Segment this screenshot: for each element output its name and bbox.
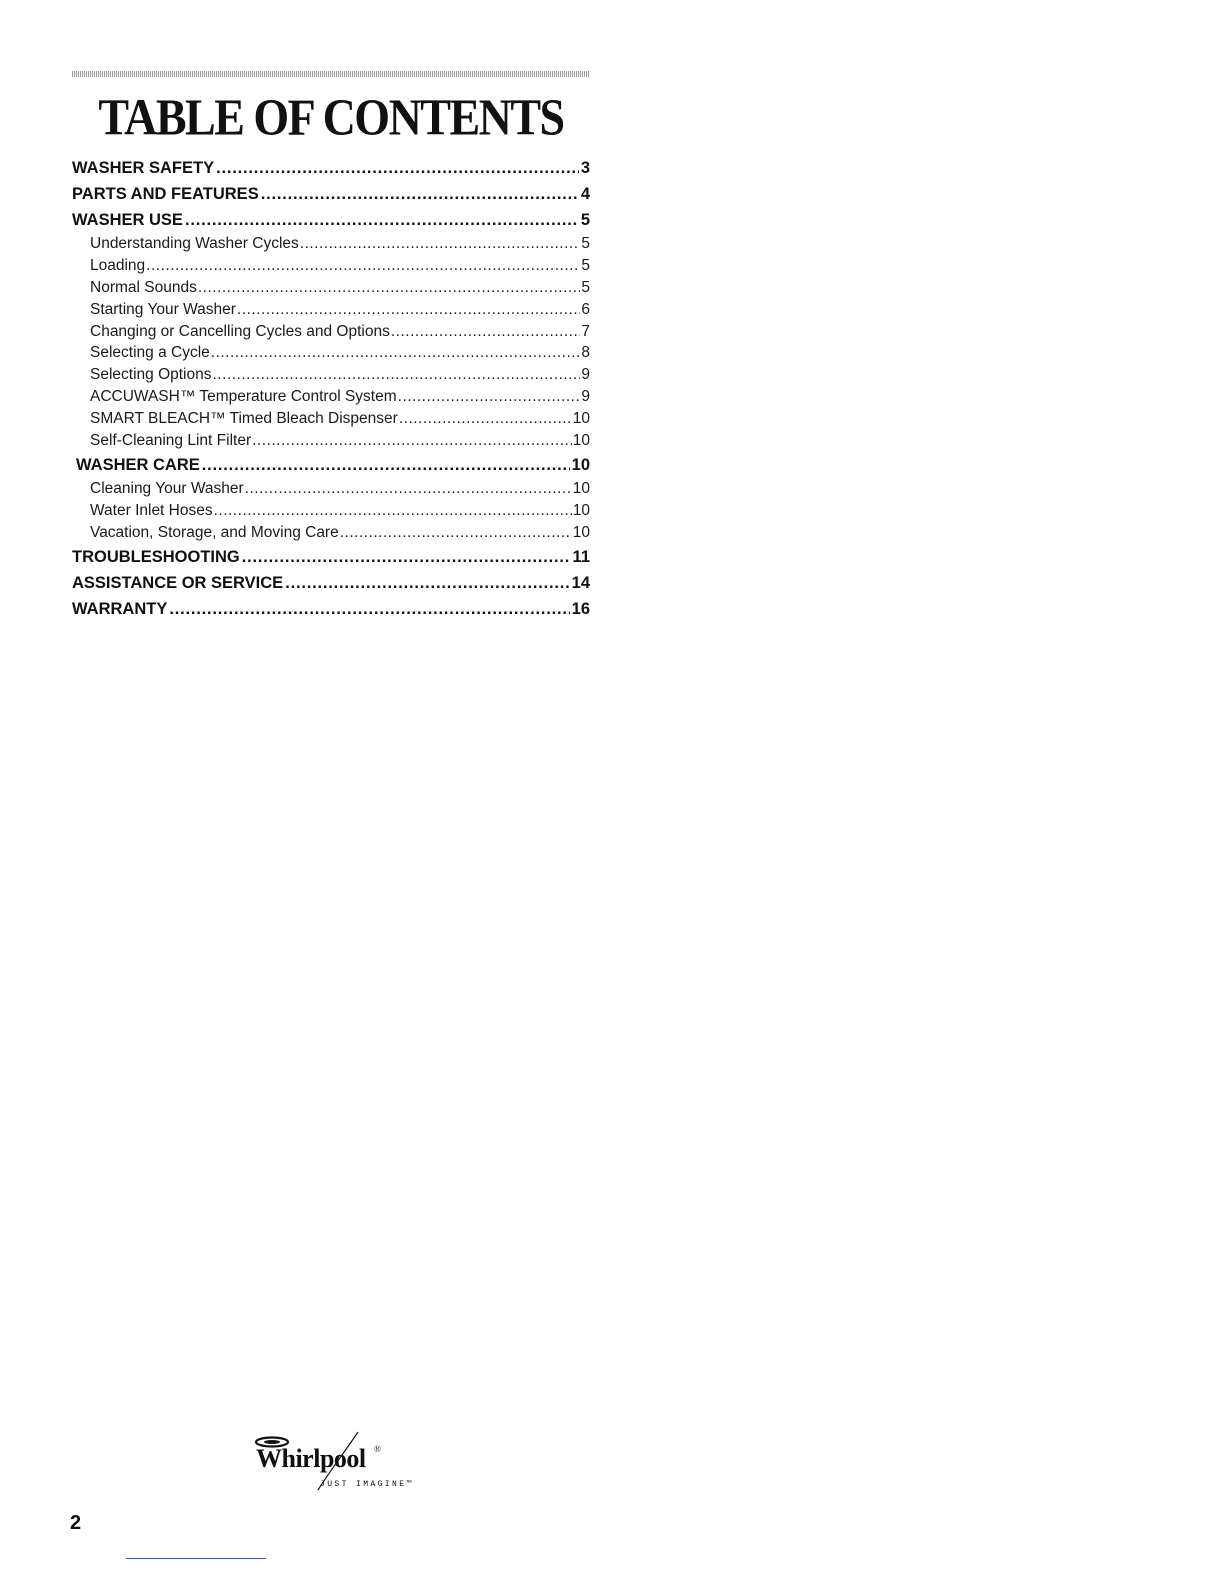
toc-entry-label: ASSISTANCE OR SERVICE [72, 573, 284, 592]
dot-leader [169, 596, 569, 622]
toc-entry-self-cleaning-lint-filter[interactable] [72, 430, 590, 452]
toc-entry-page: 16 [571, 599, 590, 618]
toc-entry-page: 10 [571, 455, 590, 474]
toc-entry-label: Starting Your Washer [90, 300, 236, 318]
toc-entry-label: PARTS AND FEATURES [72, 185, 259, 203]
toc-entry-assistance-or-service[interactable] [72, 570, 590, 596]
top-rule [72, 71, 590, 77]
toc-entry-selecting-a-cycle[interactable] [72, 342, 590, 364]
toc-entry-label: TROUBLESHOOTING [72, 547, 240, 566]
toc-entry-label: Water Inlet Hoses [90, 501, 213, 519]
toc-entry-page: 10 [572, 479, 590, 497]
toc-entry-label: SMART BLEACH™ Timed Bleach Dispenser [90, 410, 398, 428]
toc-entry-page: 9 [581, 388, 590, 406]
dot-leader [214, 500, 572, 522]
toc-entry-troubleshooting[interactable] [72, 544, 590, 570]
toc-entry-page: 10 [572, 432, 590, 450]
toc-entry-label: Selecting a Cycle [90, 344, 210, 362]
toc-entry-washer-care[interactable] [72, 452, 590, 478]
toc-entry-page: 14 [571, 573, 590, 592]
toc-entry-warranty[interactable] [72, 596, 590, 622]
toc-entry-parts-and-features[interactable] [72, 181, 590, 207]
dot-leader [202, 452, 570, 478]
toc-entry-label: Loading [90, 256, 146, 274]
toc-entry-vacation-storage-moving[interactable] [72, 522, 590, 544]
bottom-rule [126, 1558, 266, 1559]
toc-entry-accuwash[interactable] [72, 386, 590, 408]
toc-entry-loading[interactable] [72, 255, 590, 277]
toc-entry-page: 11 [572, 547, 590, 566]
toc-entry-label: WASHER SAFETY [72, 159, 215, 177]
toc-entry-page: 8 [581, 344, 590, 362]
dot-leader [340, 522, 572, 544]
toc-entry-page: 5 [581, 256, 590, 274]
toc-entry-page: 3 [580, 159, 590, 177]
toc-entry-label: WASHER USE [72, 211, 183, 229]
toc-entry-label: WARRANTY [72, 599, 168, 618]
toc-entry-label: Self-Cleaning Lint Filter [90, 432, 252, 450]
dot-leader [391, 321, 581, 343]
toc-entry-page: 10 [572, 501, 590, 519]
dot-leader [213, 364, 581, 386]
dot-leader [211, 342, 581, 364]
registered-mark: ® [374, 1444, 381, 1454]
toc-entry-washer-use[interactable] [72, 207, 590, 233]
dot-leader [185, 207, 579, 233]
toc-entry-label: ACCUWASH™ Temperature Control System [90, 388, 397, 406]
dot-leader [242, 544, 571, 570]
toc-entry-changing-or-cancelling[interactable] [72, 321, 590, 343]
toc-entry-page: 5 [581, 278, 590, 296]
toc-entry-label: Changing or Cancelling Cycles and Options [90, 322, 390, 340]
dot-leader [399, 408, 572, 430]
dot-leader [398, 386, 581, 408]
logo-wordmark: Whirlpool [256, 1444, 366, 1473]
dot-leader [245, 478, 572, 500]
toc-entry-label: WASHER CARE [76, 455, 200, 474]
logo-tagline: JUST IMAGINE™ [320, 1480, 414, 1489]
toc-entry-page: 10 [572, 410, 590, 428]
toc-entry-label: Selecting Options [90, 366, 212, 384]
toc-entry-page: 5 [581, 235, 590, 252]
dot-leader [198, 277, 581, 299]
toc-entry-label: Cleaning Your Washer [90, 479, 244, 497]
toc-entry-water-inlet-hoses[interactable] [72, 500, 590, 522]
toc-entry-smart-bleach[interactable] [72, 408, 590, 430]
toc-entry-cleaning-your-washer[interactable] [72, 478, 590, 500]
page-number: 2 [70, 1512, 82, 1534]
table-of-contents [72, 155, 590, 622]
dot-leader [237, 299, 580, 321]
toc-entry-starting-your-washer[interactable] [72, 299, 590, 321]
toc-entry-label: Understanding Washer Cycles [90, 235, 299, 252]
toc-entry-page: 6 [581, 300, 590, 318]
toc-entry-normal-sounds[interactable] [72, 277, 590, 299]
toc-entry-page: 4 [580, 185, 590, 203]
toc-entry-label: Vacation, Storage, and Moving Care [90, 523, 339, 541]
toc-entry-page: 9 [581, 366, 590, 384]
dot-leader [146, 255, 580, 277]
toc-entry-understanding-washer-cycles[interactable] [72, 233, 590, 255]
toc-entry-page: 7 [581, 322, 590, 340]
dot-leader [216, 155, 579, 181]
toc-entry-label: Normal Sounds [90, 278, 197, 296]
dot-leader [261, 181, 579, 207]
dot-leader [252, 430, 572, 452]
dot-leader [285, 570, 569, 596]
toc-entry-page: 10 [572, 523, 590, 541]
toc-entry-washer-safety[interactable] [72, 155, 590, 181]
toc-entry-page: 5 [580, 211, 590, 229]
whirlpool-logo [250, 1428, 440, 1498]
toc-entry-selecting-options[interactable] [72, 364, 590, 386]
page-title: TABLE OF CONTENTS [98, 88, 564, 146]
dot-leader [300, 233, 581, 255]
